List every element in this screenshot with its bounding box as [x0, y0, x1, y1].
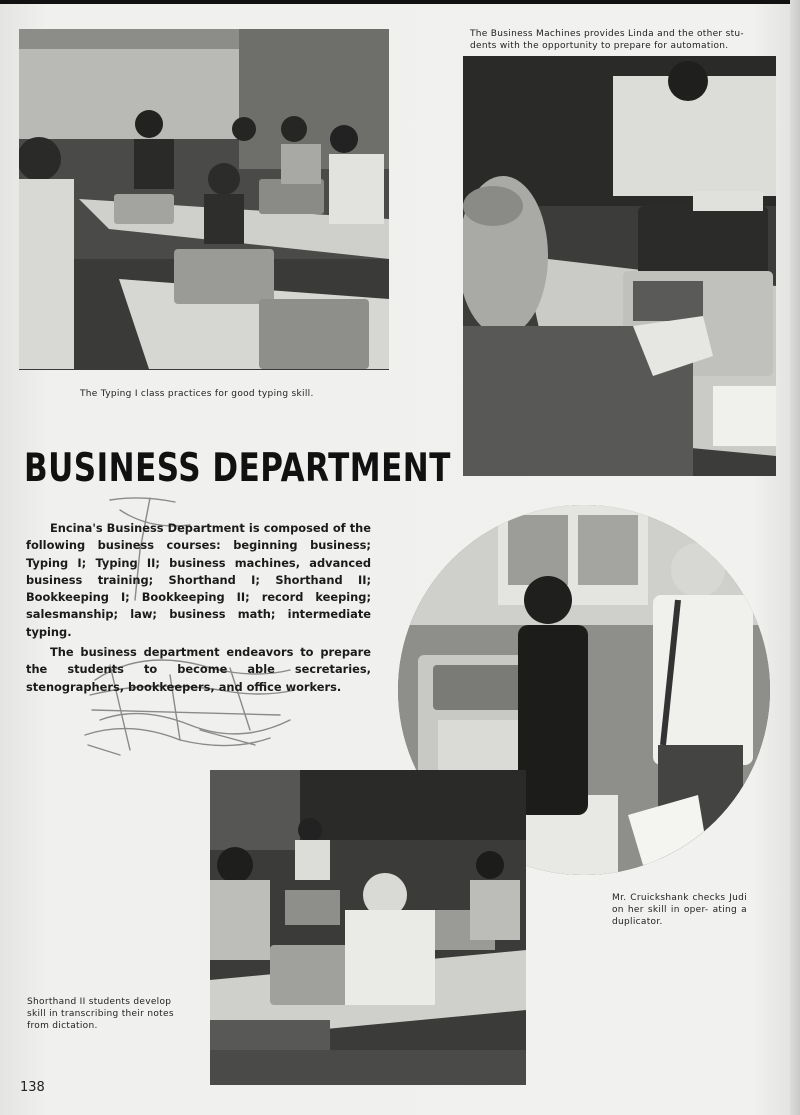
- typing-class-photo: [19, 29, 389, 370]
- top-edge: [0, 0, 800, 4]
- shorthand-caption: Shorthand II students develop skill in transcribing their notes from dictation.: [27, 997, 174, 1031]
- business-machines-caption: The Business Machines provides Linda and the other stu- dents with the opportunity to prepare for automation.: [470, 29, 744, 51]
- page-title: BUSINESS DEPARTMENT: [24, 446, 451, 491]
- department-description: [26, 520, 371, 696]
- page-number: 138: [20, 1080, 45, 1095]
- description-paragraph-1: Encina's Business Department is composed of the following business courses: beginning business; Typing I; Typing II; business machines, advanced business training; Shorthand I; Shorthand II; Bookkeeping I; Bookkeeping II; record keeping; salesmanship; law; business math; intermediate typing.: [26, 521, 371, 639]
- typing-caption: The Typing I class practices for good typing skill.: [80, 389, 314, 399]
- description-paragraph-2: The business department endeavors to prepare the students to become able secretaries, stenographers, bookkeepers, and office workers.: [26, 645, 371, 694]
- page-edge-shadow: [790, 0, 800, 1115]
- cruickshank-caption: Mr. Cruickshank checks Judi on her skill in oper- ating a duplicator.: [612, 893, 747, 927]
- shorthand-class-photo: [210, 770, 526, 1085]
- business-machines-photo: [463, 56, 776, 476]
